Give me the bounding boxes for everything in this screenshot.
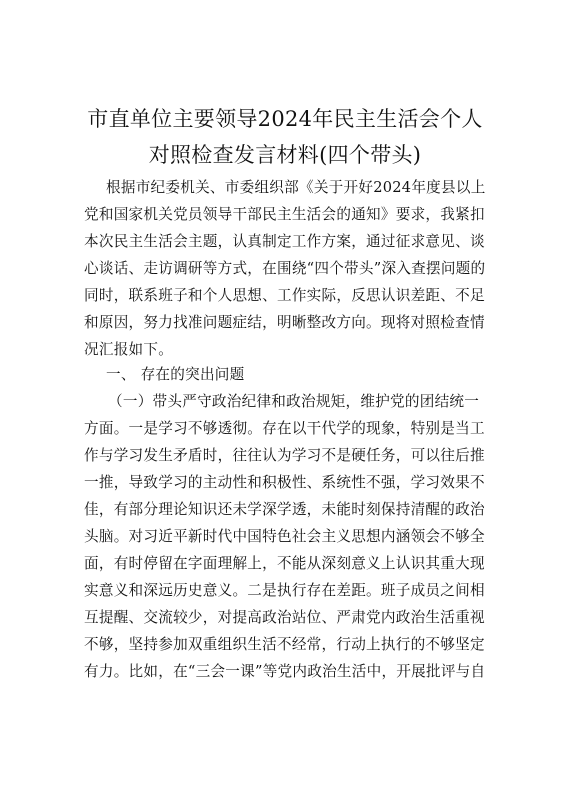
document-title-line-1: 市直单位主要领导2024年民主生活会个人 [87,107,483,131]
intro-line-5: 同时，联系班子和个人思想、工作实际，反思认识差距、不足 [84,287,485,304]
body-line-8: 实意义和深远历史意义。二是执行存在差距。班子成员之间相 [84,582,485,599]
body-line-6: 头脑。对习近平新时代中国特色社会主义思想内涵领会不够全 [84,528,485,545]
intro-line-2: 党和国家机关党员领导干部民主生活会的通知》要求，我紧扣 [84,206,485,223]
body-line-3: 作与学习发生矛盾时，往往认为学习不是硬任务，可以往后推 [84,447,485,464]
intro-line-3: 本次民主生活会主题，认真制定工作方案，通过征求意见、谈 [84,233,485,250]
body-line-7: 面，有时停留在字面理解上，不能从深刻意义上认识其重大现 [84,555,485,572]
section-heading: 一、 存在的突出问题 [106,366,245,383]
intro-line-6: 和原因，努力找准问题症结，明晰整改方向。现将对照检查情 [84,314,485,331]
body-line-5: 佳，有部分理论知识还未学深学透，未能时刻保持清醒的政治 [84,501,485,518]
body-line-10: 不够，坚持参加双重组织生活不经常，行动上执行的不够坚定 [84,636,485,653]
body-line-1: （一）带头严守政治纪律和政治规矩，维护党的团结统一 [108,393,480,410]
body-line-9: 互提醒、交流较少，对提高政治站位、严肃党内政治生活重视 [84,609,485,626]
body-line-11: 有力。比如，在“三会一课”等党内政治生活中，开展批评与自 [84,663,486,680]
intro-line-1: 根据市纪委机关、市委组织部《关于开好2024年度县以上 [106,179,486,196]
intro-line-4: 心谈话、走访调研等方式，在围绕“四个带头”深入查摆问题的 [84,260,486,277]
body-line-2: 方面。一是学习不够透彻。存在以干代学的现象，特别是当工 [84,420,485,437]
document-title-line-2: 对照检查发言材料(四个带头) [148,143,422,167]
body-line-4: 一推，导致学习的主动性和积极性、系统性不强，学习效果不 [84,474,485,491]
intro-line-7: 况汇报如下。 [84,341,174,358]
